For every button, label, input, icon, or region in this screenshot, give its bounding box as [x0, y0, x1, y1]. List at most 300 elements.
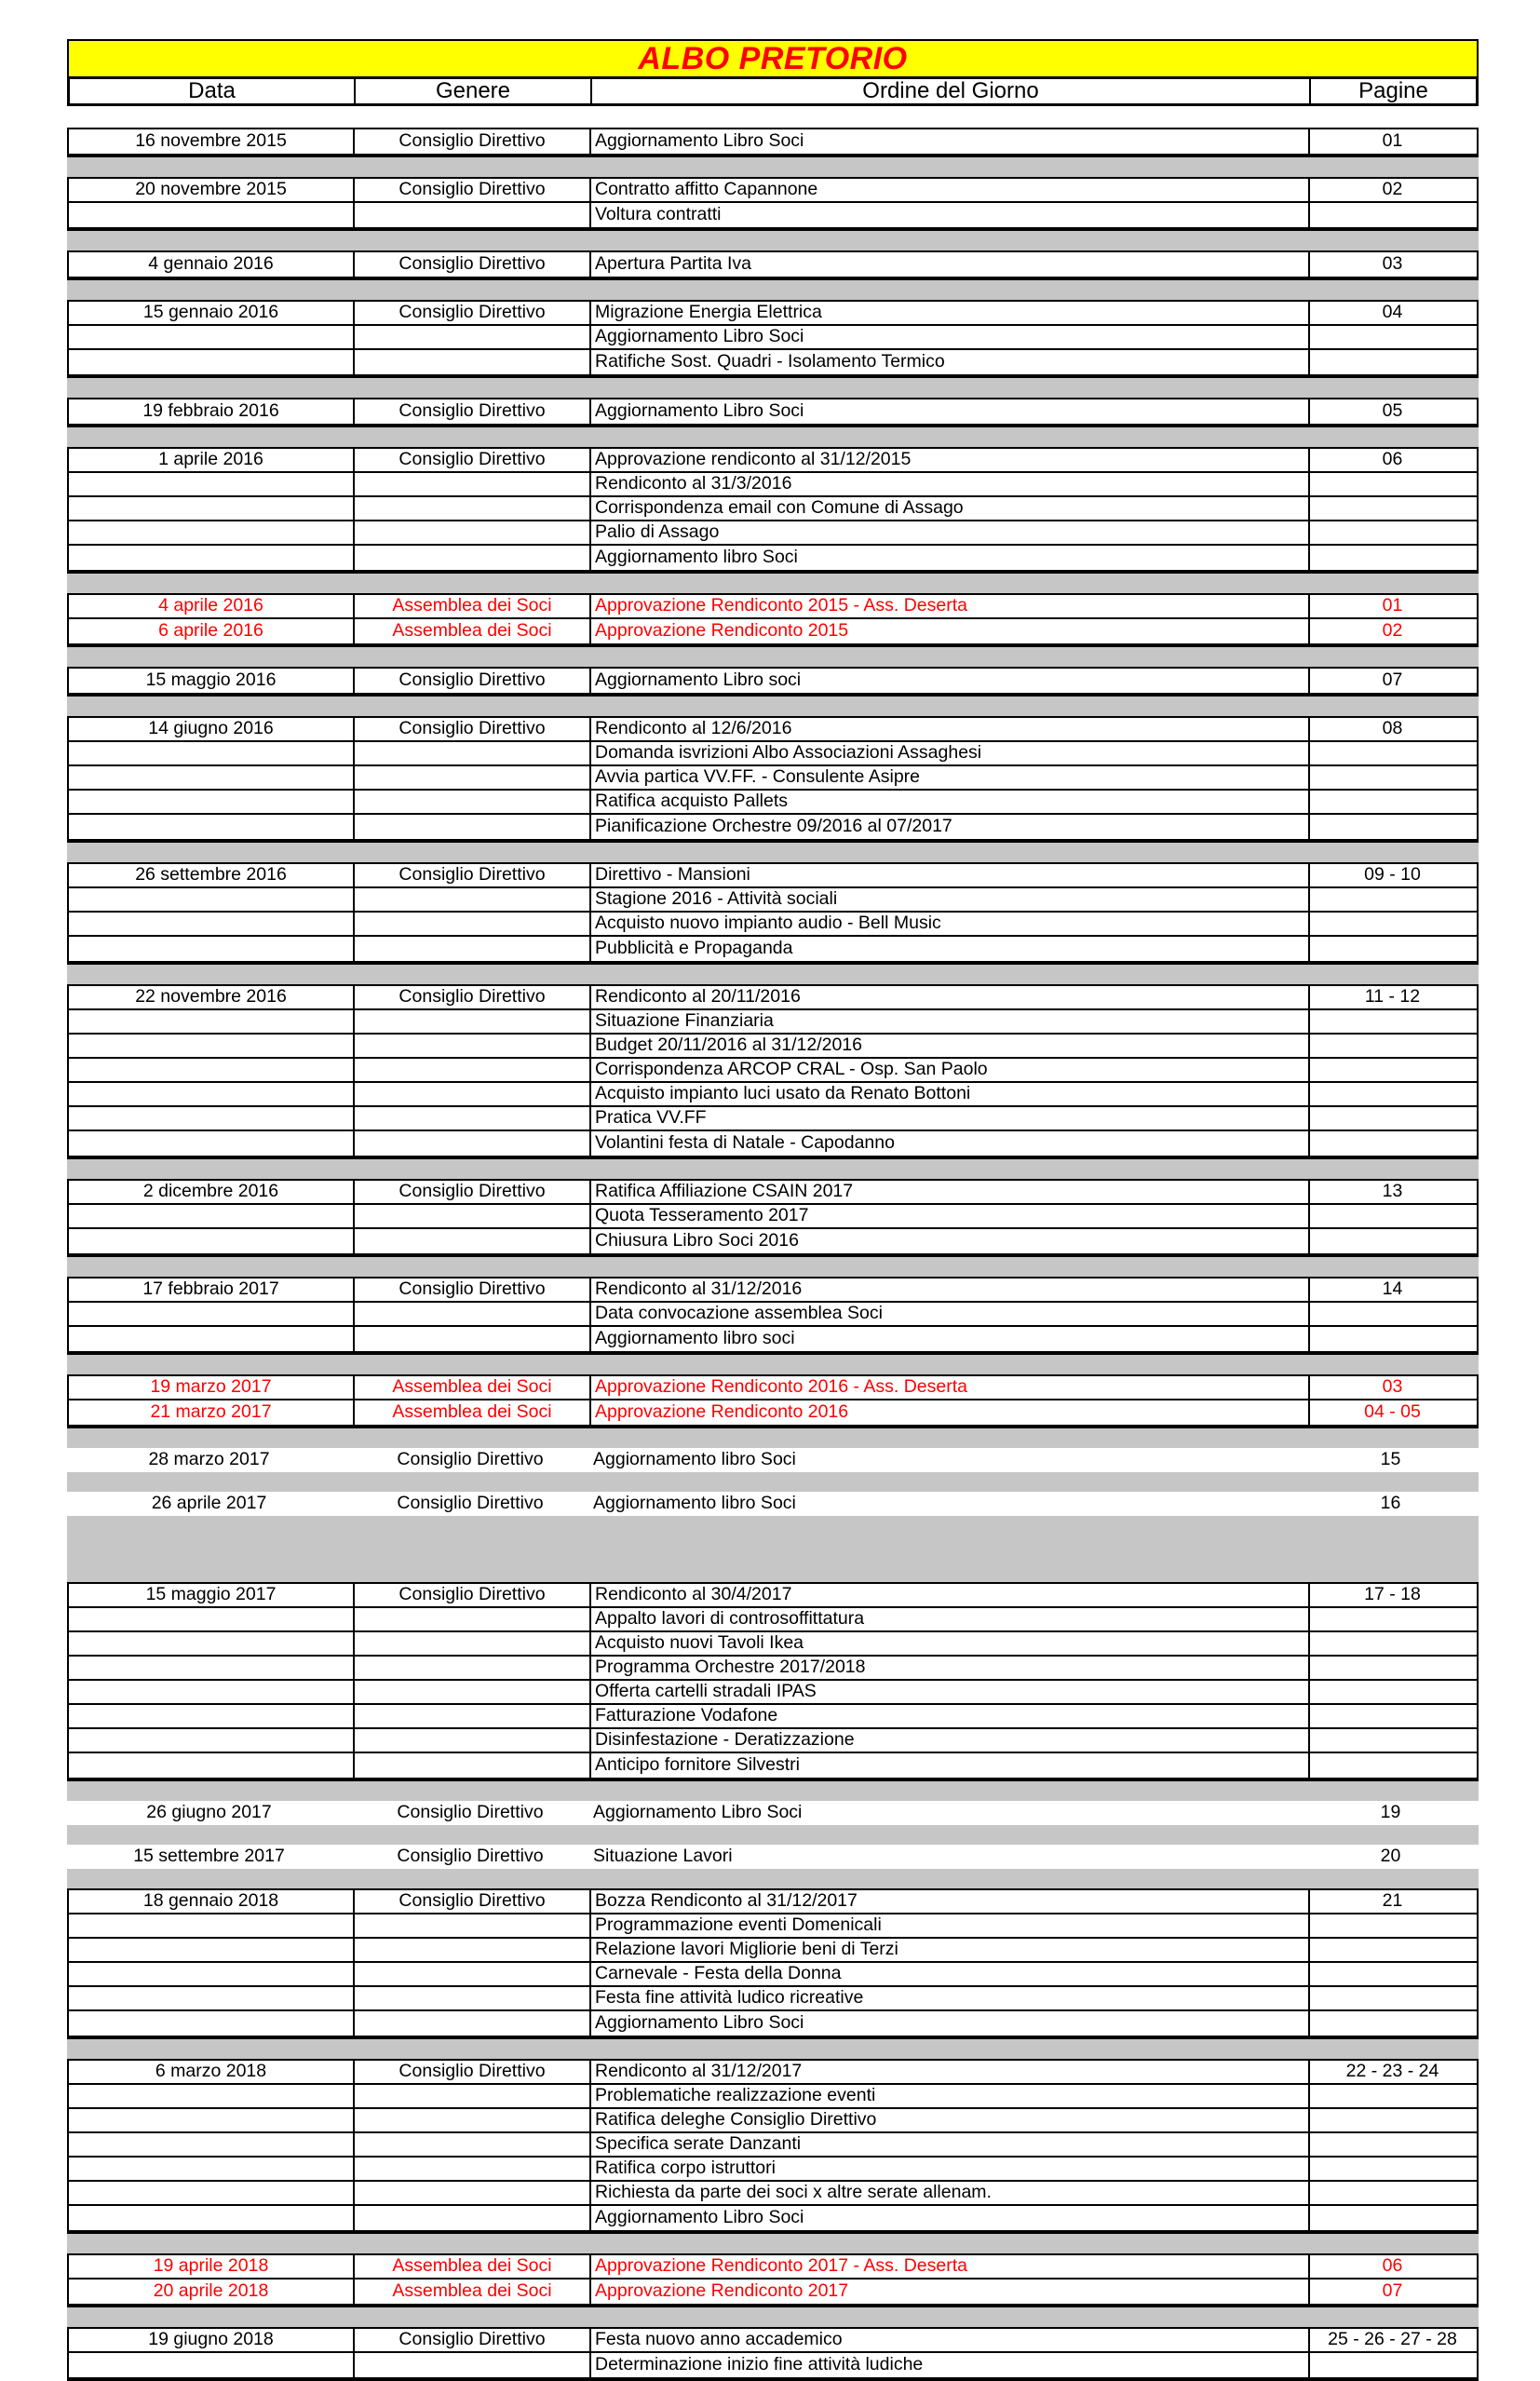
genere-cell: Consiglio Direttivo: [355, 302, 591, 324]
ordine-cell: Avvia partica VV.FF. - Consulente Asipre: [591, 766, 1310, 789]
meeting-group: [67, 1374, 1479, 1428]
genere-cell: [355, 937, 591, 961]
pagine-cell: 08: [1382, 718, 1403, 739]
pagine-cell: 04: [1382, 302, 1403, 323]
date-cell: [69, 2158, 355, 2180]
ordine-cell: Disinfestazione - Deratizzazione: [591, 1729, 1310, 1752]
table-row: [69, 350, 1477, 374]
date-cell: 18 gennaio 2018: [69, 1890, 355, 1913]
table-header: [67, 76, 1479, 106]
table-row: [69, 986, 1477, 1010]
ordine-cell: Rendiconto al 31/12/2017: [591, 2061, 1310, 2083]
meeting-group: [67, 2327, 1479, 2381]
pagine-cell: [1310, 2011, 1475, 2036]
pagine-cell: [1310, 1608, 1475, 1630]
ordine-cell: Aggiornamento Libro Soci: [591, 326, 1310, 348]
genere-cell: [355, 1608, 591, 1630]
table-row: [69, 2255, 1477, 2280]
table-row: [69, 179, 1477, 203]
table-row: [69, 1632, 1477, 1657]
table-row: [69, 669, 1477, 693]
meeting-group: [67, 1801, 1479, 1825]
pagine-cell: [1310, 1035, 1475, 1057]
date-cell: 2 dicembre 2016: [69, 1181, 355, 1203]
ordine-cell: Aggiornamento libro Soci: [593, 1493, 796, 1514]
table-row: [69, 302, 1477, 326]
genere-cell: [355, 1657, 591, 1679]
group-separator: [67, 378, 1479, 398]
group-separator: [67, 427, 1479, 447]
table-row: [69, 2329, 1477, 2353]
date-cell: [69, 1035, 355, 1057]
date-cell: [69, 815, 355, 839]
pagine-cell: [1310, 1914, 1475, 1937]
genere-cell: [355, 2158, 591, 2180]
pagine-cell: [1310, 888, 1475, 911]
ordine-cell: Aggiornamento Libro Soci: [591, 399, 1310, 424]
ordine-cell: Specifica serate Danzanti: [591, 2133, 1310, 2156]
genere-cell: [355, 1083, 591, 1105]
pagine-cell: [1310, 1632, 1475, 1655]
date-cell: [69, 1939, 355, 1961]
genere-cell: [355, 888, 591, 911]
ordine-cell: Programmazione eventi Domenicali: [591, 1914, 1310, 1937]
meeting-group: [67, 984, 1479, 1159]
genere-cell: [355, 913, 591, 935]
meeting-group: [67, 1582, 1479, 1781]
date-cell: 15 maggio 2016: [69, 669, 355, 693]
ordine-cell: Acquisto impianto luci usato da Renato Bottoni: [591, 1083, 1310, 1105]
genere-cell: Consiglio Direttivo: [355, 252, 591, 277]
ordine-cell: Richiesta da parte dei soci x altre serate allenam.: [591, 2182, 1310, 2204]
date-cell: 20 novembre 2015: [69, 179, 355, 201]
pagine-cell: [1310, 791, 1475, 813]
table-row: [69, 1681, 1477, 1705]
table-row: [69, 1914, 1477, 1939]
genere-cell: Assemblea dei Soci: [355, 1400, 591, 1425]
date-cell: 16 novembre 2015: [69, 129, 355, 154]
ordine-cell: Volantini festa di Natale - Capodanno: [591, 1131, 1310, 1156]
pagine-cell: [1310, 1963, 1475, 1985]
pagine-cell: 25 - 26 - 27 - 28: [1328, 2329, 1457, 2350]
albo-pretorio-sheet: [67, 39, 1479, 2381]
genere-cell: Assemblea dei Soci: [355, 2280, 591, 2304]
date-cell: [69, 2011, 355, 2036]
pagine-cell: [1310, 1059, 1475, 1081]
table-row: [69, 1657, 1477, 1681]
pagine-cell: [1310, 1987, 1475, 2009]
date-cell: 26 giugno 2017: [146, 1802, 272, 1823]
genere-cell: [355, 1914, 591, 1937]
genere-cell: [355, 1963, 591, 1985]
pagine-cell: 14: [1382, 1278, 1403, 1300]
ordine-cell: Problematiche realizzazione eventi: [591, 2085, 1310, 2107]
ordine-cell: Programma Orchestre 2017/2018: [591, 1657, 1310, 1679]
pagine-cell: [1310, 2109, 1475, 2131]
table-row: [69, 1107, 1477, 1131]
genere-cell: Consiglio Direttivo: [355, 399, 591, 424]
table-row: [69, 2061, 1477, 2085]
genere-cell: Consiglio Direttivo: [355, 1890, 591, 1913]
pagine-cell: 04 - 05: [1364, 1401, 1421, 1423]
pagine-cell: [1310, 203, 1475, 227]
genere-cell: [355, 1131, 591, 1156]
ordine-cell: Rendiconto al 31/12/2016: [591, 1278, 1310, 1301]
meeting-group: [67, 177, 1479, 231]
pagine-cell: [1310, 1729, 1475, 1752]
ordine-cell: Approvazione Rendiconto 2015 - Ass. Deserta: [591, 595, 1310, 617]
date-cell: [69, 1107, 355, 1130]
date-cell: 19 giugno 2018: [69, 2329, 355, 2351]
date-cell: [69, 2353, 355, 2377]
pagine-cell: [1310, 2085, 1475, 2107]
date-cell: 14 giugno 2016: [69, 718, 355, 740]
group-separator: [67, 1472, 1479, 1492]
meeting-group: [67, 716, 1479, 843]
pagine-cell: [1310, 2133, 1475, 2156]
genere-cell: [355, 1229, 591, 1253]
table-row: [67, 1448, 1479, 1472]
meeting-group: [67, 1845, 1479, 1869]
genere-cell: [355, 521, 591, 544]
date-cell: [69, 2133, 355, 2156]
pagine-cell: 07: [1382, 670, 1403, 691]
group-separator: [67, 2234, 1479, 2253]
ordine-cell: Approvazione rendiconto al 31/12/2015: [591, 449, 1310, 471]
table-row: [69, 864, 1477, 888]
ordine-cell: Festa nuovo anno accademico: [591, 2329, 1310, 2351]
table-row: [67, 1845, 1479, 1869]
pagine-cell: 07: [1382, 2280, 1403, 2302]
pagine-cell: [1310, 350, 1475, 374]
pagine-cell: [1310, 2182, 1475, 2204]
group-separator: [67, 1781, 1479, 1801]
genere-cell: [355, 2182, 591, 2204]
meeting-group: [67, 250, 1479, 280]
table-row: [69, 937, 1477, 961]
ordine-cell: Aggiornamento Libro Soci: [593, 1802, 803, 1823]
pagine-cell: 03: [1382, 253, 1403, 275]
genere-cell: [355, 1939, 591, 1961]
date-cell: 6 marzo 2018: [69, 2061, 355, 2083]
date-cell: 1 aprile 2016: [69, 449, 355, 471]
date-cell: [69, 742, 355, 764]
table-row: [69, 1753, 1477, 1778]
ordine-cell: Quota Tesseramento 2017: [591, 1205, 1310, 1227]
ordine-cell: Pubblicità e Propaganda: [591, 937, 1310, 961]
pagine-cell: 16: [1380, 1493, 1401, 1514]
genere-cell: [355, 2133, 591, 2156]
genere-cell: Consiglio Direttivo: [355, 179, 591, 201]
group-separator: [67, 157, 1479, 177]
date-cell: 19 marzo 2017: [69, 1376, 355, 1399]
ordine-cell: Rendiconto al 30/4/2017: [591, 1584, 1310, 1606]
date-cell: [69, 473, 355, 495]
date-cell: [69, 1083, 355, 1105]
ordine-cell: Domanda isvrizioni Albo Associazioni Assaghesi: [591, 742, 1310, 764]
ordine-cell: Appalto lavori di controsoffittatura: [591, 1608, 1310, 1630]
genere-cell: [355, 1729, 591, 1752]
pagine-cell: 03: [1382, 1376, 1403, 1398]
table-row: [67, 1492, 1479, 1516]
genere-cell: Consiglio Direttivo: [355, 718, 591, 740]
ordine-cell: Festa fine attività ludico ricreative: [591, 1987, 1310, 2009]
table-row: [69, 2182, 1477, 2206]
ordine-cell: Corrispondenza ARCOP CRAL - Osp. San Paolo: [591, 1059, 1310, 1081]
pagine-cell: [1310, 1083, 1475, 1105]
pagine-cell: [1310, 1010, 1475, 1033]
group-separator: [67, 843, 1479, 862]
table-row: [69, 1205, 1477, 1229]
pagine-cell: [1310, 1753, 1475, 1778]
ordine-cell: Approvazione Rendiconto 2016 - Ass. Deserta: [591, 1376, 1310, 1399]
table-row: [69, 2158, 1477, 2182]
pagine-cell: [1310, 1229, 1475, 1253]
pagine-cell: 17 - 18: [1364, 1584, 1421, 1605]
ordine-cell: Pianificazione Orchestre 09/2016 al 07/2017: [591, 815, 1310, 839]
group-separator: [67, 1516, 1479, 1563]
ordine-cell: Contratto affitto Capannone: [591, 179, 1310, 201]
date-cell: [69, 1914, 355, 1937]
ordine-cell: Approvazione Rendiconto 2017: [591, 2280, 1310, 2304]
table-row: [69, 497, 1477, 521]
table-row: [69, 742, 1477, 766]
ordine-cell: Chiusura Libro Soci 2016: [591, 1229, 1310, 1253]
genere-cell: Consiglio Direttivo: [355, 449, 591, 471]
ordine-cell: Approvazione Rendiconto 2017 - Ass. Deserta: [591, 2255, 1310, 2278]
genere-cell: [355, 2085, 591, 2107]
header-genere: Genere: [356, 79, 592, 103]
ordine-cell: Aggiornamento Libro Soci: [591, 2011, 1310, 2036]
group-separator: [67, 2307, 1479, 2327]
date-cell: [69, 1303, 355, 1325]
genere-cell: Assemblea dei Soci: [355, 1376, 591, 1399]
genere-cell: Consiglio Direttivo: [355, 864, 591, 886]
pagine-cell: 22 - 23 - 24: [1345, 2061, 1439, 2082]
date-cell: [69, 203, 355, 227]
group-separator: [67, 574, 1479, 593]
group-separator: [67, 280, 1479, 300]
date-cell: [69, 2085, 355, 2107]
genere-cell: Consiglio Direttivo: [355, 669, 591, 693]
group-separator: [67, 1355, 1479, 1374]
ordine-cell: Anticipo fornitore Silvestri: [591, 1753, 1310, 1778]
date-cell: 19 aprile 2018: [69, 2255, 355, 2278]
table-row: [69, 888, 1477, 913]
date-cell: 26 settembre 2016: [69, 864, 355, 886]
date-cell: 15 settembre 2017: [133, 1846, 285, 1867]
genere-cell: Consiglio Direttivo: [397, 1493, 544, 1514]
pagine-cell: 02: [1382, 620, 1403, 642]
genere-cell: Consiglio Direttivo: [355, 129, 591, 154]
ordine-cell: Corrispondenza email con Comune di Assago: [591, 497, 1310, 520]
date-cell: 26 aprile 2017: [151, 1493, 267, 1514]
date-cell: [69, 2182, 355, 2204]
date-cell: [69, 1987, 355, 2009]
ordine-cell: Pratica VV.FF: [591, 1107, 1310, 1130]
ordine-cell: Voltura contratti: [591, 203, 1310, 227]
group-separator: [67, 1869, 1479, 1888]
group-separator: [67, 1428, 1479, 1448]
meeting-group: [67, 1888, 1479, 2039]
pagine-cell: 21: [1382, 1890, 1403, 1912]
ordine-cell: Budget 20/11/2016 al 31/12/2016: [591, 1035, 1310, 1057]
genere-cell: [355, 2011, 591, 2036]
ordine-cell: Acquisto nuovi Tavoli Ikea: [591, 1632, 1310, 1655]
table-row: [69, 913, 1477, 937]
genere-cell: Consiglio Direttivo: [397, 1449, 544, 1470]
date-cell: [69, 1229, 355, 1253]
date-cell: [69, 1010, 355, 1033]
date-cell: [69, 913, 355, 935]
genere-cell: [355, 1059, 591, 1081]
meeting-groups: [67, 106, 1479, 2381]
genere-cell: [355, 2206, 591, 2230]
date-cell: [69, 1729, 355, 1752]
ordine-cell: Apertura Partita Iva: [591, 252, 1310, 277]
table-row: [69, 2206, 1477, 2230]
group-separator: [67, 231, 1479, 250]
table-row: [69, 1939, 1477, 1963]
table-row: [69, 2353, 1477, 2377]
table-row: [69, 1083, 1477, 1107]
table-row: [69, 619, 1477, 643]
meeting-group: [67, 447, 1479, 574]
genere-cell: [355, 473, 591, 495]
pagine-cell: [1310, 1657, 1475, 1679]
table-row: [69, 546, 1477, 570]
table-row: [67, 1801, 1479, 1825]
ordine-cell: Aggiornamento libro soci: [591, 1327, 1310, 1351]
date-cell: [69, 1131, 355, 1156]
group-separator: [67, 2039, 1479, 2059]
date-cell: [69, 350, 355, 374]
ordine-cell: Ratifica Affiliazione CSAIN 2017: [591, 1181, 1310, 1203]
date-cell: 15 gennaio 2016: [69, 302, 355, 324]
genere-cell: Consiglio Direttivo: [355, 1181, 591, 1203]
pagine-cell: [1310, 766, 1475, 789]
pagine-cell: [1310, 913, 1475, 935]
pagine-cell: [1310, 326, 1475, 348]
ordine-cell: Data convocazione assemblea Soci: [591, 1303, 1310, 1325]
date-cell: 22 novembre 2016: [69, 986, 355, 1008]
table-row: [69, 2011, 1477, 2036]
date-cell: [69, 2206, 355, 2230]
table-row: [69, 1890, 1477, 1914]
genere-cell: [355, 350, 591, 374]
table-row: [69, 1729, 1477, 1753]
genere-cell: [355, 1681, 591, 1703]
pagine-cell: [1310, 1705, 1475, 1727]
meeting-group: [67, 862, 1479, 965]
pagine-cell: [1310, 742, 1475, 764]
ordine-cell: Determinazione inizio fine attività ludiche: [591, 2353, 1310, 2377]
pagine-cell: [1310, 497, 1475, 520]
table-row: [69, 252, 1477, 277]
ordine-cell: Carnevale - Festa della Donna: [591, 1963, 1310, 1985]
table-row: [69, 1327, 1477, 1351]
group-separator: [67, 1159, 1479, 1179]
date-cell: [69, 766, 355, 789]
date-cell: [69, 326, 355, 348]
date-cell: 15 maggio 2017: [69, 1584, 355, 1606]
date-cell: [69, 497, 355, 520]
date-cell: 28 marzo 2017: [148, 1449, 270, 1470]
date-cell: [69, 1963, 355, 1985]
genere-cell: [355, 497, 591, 520]
genere-cell: [355, 1205, 591, 1227]
genere-cell: [355, 2353, 591, 2377]
table-row: [69, 1987, 1477, 2011]
ordine-cell: Aggiornamento Libro Soci: [591, 129, 1310, 154]
ordine-cell: Bozza Rendiconto al 31/12/2017: [591, 1890, 1310, 1913]
pagine-cell: 15: [1380, 1449, 1401, 1470]
table-row: [69, 449, 1477, 473]
genere-cell: [355, 742, 591, 764]
table-row: [69, 1181, 1477, 1205]
table-row: [69, 2085, 1477, 2109]
meeting-group: [67, 300, 1479, 378]
date-cell: [69, 1327, 355, 1351]
table-row: [69, 2280, 1477, 2304]
ordine-cell: Approvazione Rendiconto 2016: [591, 1400, 1310, 1425]
date-cell: 4 aprile 2016: [69, 595, 355, 617]
ordine-cell: Approvazione Rendiconto 2015: [591, 619, 1310, 643]
genere-cell: Consiglio Direttivo: [397, 1846, 544, 1867]
table-row: [69, 1376, 1477, 1400]
genere-cell: Assemblea dei Soci: [355, 619, 591, 643]
table-row: [69, 203, 1477, 227]
header-data: Data: [70, 79, 356, 103]
pagine-cell: [1310, 546, 1475, 570]
date-cell: 20 aprile 2018: [69, 2280, 355, 2304]
genere-cell: [355, 1107, 591, 1130]
table-row: [69, 766, 1477, 791]
date-cell: [69, 1608, 355, 1630]
pagine-cell: [1310, 1327, 1475, 1351]
table-row: [69, 815, 1477, 839]
pagine-cell: 09 - 10: [1364, 864, 1421, 886]
pagine-cell: 01: [1382, 130, 1403, 152]
date-cell: [69, 1657, 355, 1679]
table-row: [69, 1278, 1477, 1303]
genere-cell: Consiglio Direttivo: [397, 1802, 544, 1823]
table-row: [69, 1400, 1477, 1425]
pagine-cell: 13: [1382, 1181, 1403, 1202]
table-row: [69, 1705, 1477, 1729]
ordine-cell: Ratifica acquisto Pallets: [591, 791, 1310, 813]
pagine-cell: [1310, 473, 1475, 495]
pagine-cell: 05: [1382, 400, 1403, 422]
table-row: [69, 1963, 1477, 1987]
genere-cell: [355, 1010, 591, 1033]
pagine-cell: [1310, 1681, 1475, 1703]
ordine-cell: Palio di Assago: [591, 521, 1310, 544]
date-cell: [69, 2109, 355, 2131]
genere-cell: [355, 1632, 591, 1655]
date-cell: 6 aprile 2016: [69, 619, 355, 643]
meeting-group: [67, 1492, 1479, 1516]
meeting-group: [67, 1179, 1479, 1257]
pagine-cell: 01: [1382, 595, 1403, 616]
pagine-cell: [1310, 2158, 1475, 2180]
ordine-cell: Ratifiche Sost. Quadri - Isolamento Termico: [591, 350, 1310, 374]
header-ordine-del-giorno: Ordine del Giorno: [592, 79, 1311, 103]
genere-cell: Consiglio Direttivo: [355, 2329, 591, 2351]
table-row: [69, 399, 1477, 424]
meeting-group: [67, 667, 1479, 697]
meeting-group: [67, 2059, 1479, 2234]
